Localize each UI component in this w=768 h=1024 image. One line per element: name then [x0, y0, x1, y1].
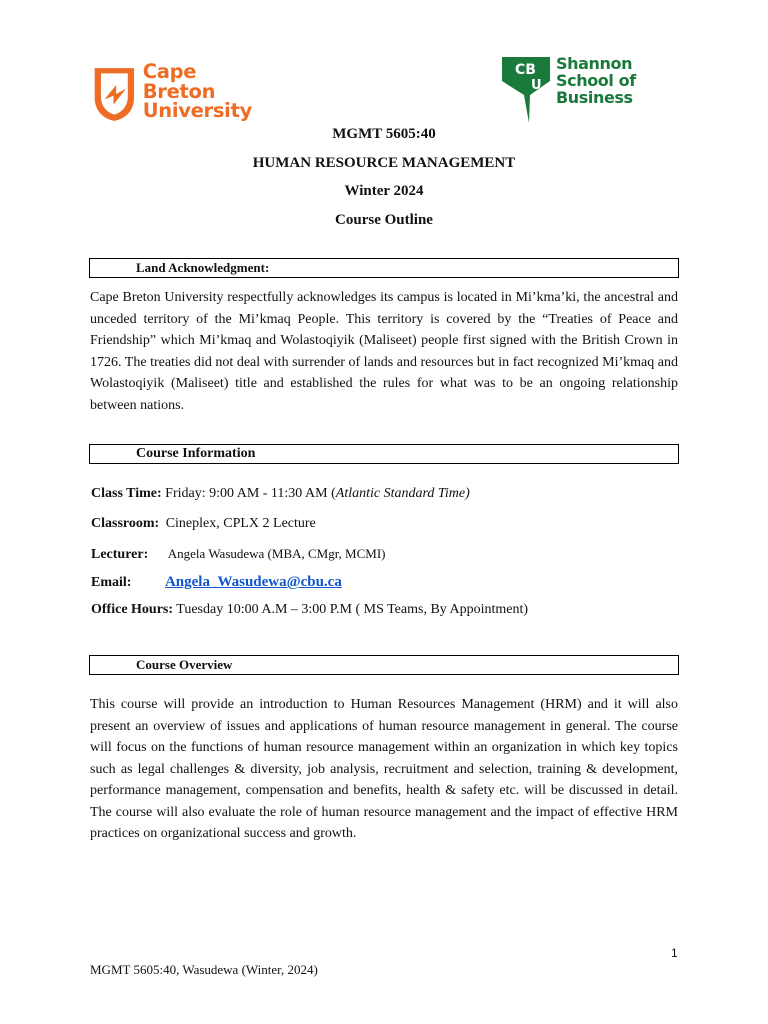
class-time-label: Class Time: [91, 486, 162, 501]
land-acknowledgment-heading: Land Acknowledgment: [89, 258, 679, 278]
cbu-wordmark [143, 62, 252, 121]
shannon-wordmark-line2: School of [556, 71, 636, 90]
lecturer-label: Lecturer: [91, 547, 149, 562]
class-time-timezone: Atlantic Standard Time) [335, 486, 470, 501]
email-label: Email: [91, 575, 132, 590]
course-code: MGMT 5605:40 [332, 126, 436, 142]
document-type: Course Outline [335, 212, 433, 228]
class-time-row [91, 486, 470, 502]
lecturer-row [91, 546, 386, 563]
office-hours-row [91, 602, 528, 618]
cbu-wordmark-line1: Cape [142, 60, 197, 83]
classroom-value: Cineplex, CPLX 2 Lecture [165, 516, 316, 531]
cape-breton-university-logo [92, 62, 252, 128]
classroom-label: Classroom: [91, 516, 160, 531]
shannon-badge-bottom: U [531, 78, 542, 93]
cbu-wordmark-line2: Breton [142, 79, 216, 103]
cbu-wordmark-line3: University [142, 99, 252, 122]
course-term: Winter 2024 [344, 183, 424, 199]
office-hours-value: Tuesday 10:00 A.M – 3:00 P.M ( MS Teams, By Appointment) [176, 602, 529, 617]
shannon-badge-top: CB [515, 62, 536, 78]
course-information-heading: Course Information [89, 444, 679, 464]
email-row [91, 574, 342, 591]
course-overview-text: This course will provide an introduction to Human Resources Management (HRM) and it will also present an overview of issues and applications of human resource management in general. The course will focus on the functions of human resource management within an organization in which key topics such as legal challenges & diversity, job analysis, recruitment and selection, training & development, performance management, compensation and benefits, health & safety etc. will be discussed in detail. The course will also evaluate the role of human resource management and the impact of effective HRM practices on organizational success and growth. [90, 697, 678, 841]
course-overview-heading: Course Overview [89, 655, 679, 675]
page-number: 1 [671, 946, 678, 960]
lecturer-value: Angela Wasudewa (MBA, CMgr, MCMI) [167, 546, 386, 561]
shannon-wordmark-line1: Shannon [556, 54, 633, 73]
email-link[interactable]: Angela_Wasudewa@cbu.ca [164, 574, 342, 590]
shannon-badge-icon [500, 55, 552, 125]
running-footer: MGMT 5605:40, Wasudewa (Winter, 2024) [90, 962, 318, 977]
shannon-wordmark-line3: Business [556, 88, 633, 107]
class-time-value: Friday: 9:00 AM - 11:30 AM ( [165, 486, 336, 501]
cbu-shield-icon [92, 62, 137, 126]
land-acknowledgment-text: Cape Breton University respectfully acknowledges its campus is located in Mi’kma’ki, the ancestral and unceded territory of the Mi’kmaq People. This territory is covered by the “Treaties of Peace and Friendship” which Mi’kmaq and Wolastoqiyik (Maliseet) people first signed with the British Crown in 1726. The treaties did not deal with surrender of lands and resources but in fact recognized Mi’kmaq and Wolastoqiyik (Maliseet) title and established the rules for what was to be an ongoing relationship between nations. [90, 290, 678, 413]
course-title: HUMAN RESOURCE MANAGEMENT [252, 155, 516, 171]
classroom-row [91, 516, 316, 532]
shannon-wordmark [556, 55, 636, 106]
shannon-school-of-business-logo [500, 55, 660, 125]
office-hours-label: Office Hours: [91, 602, 174, 617]
